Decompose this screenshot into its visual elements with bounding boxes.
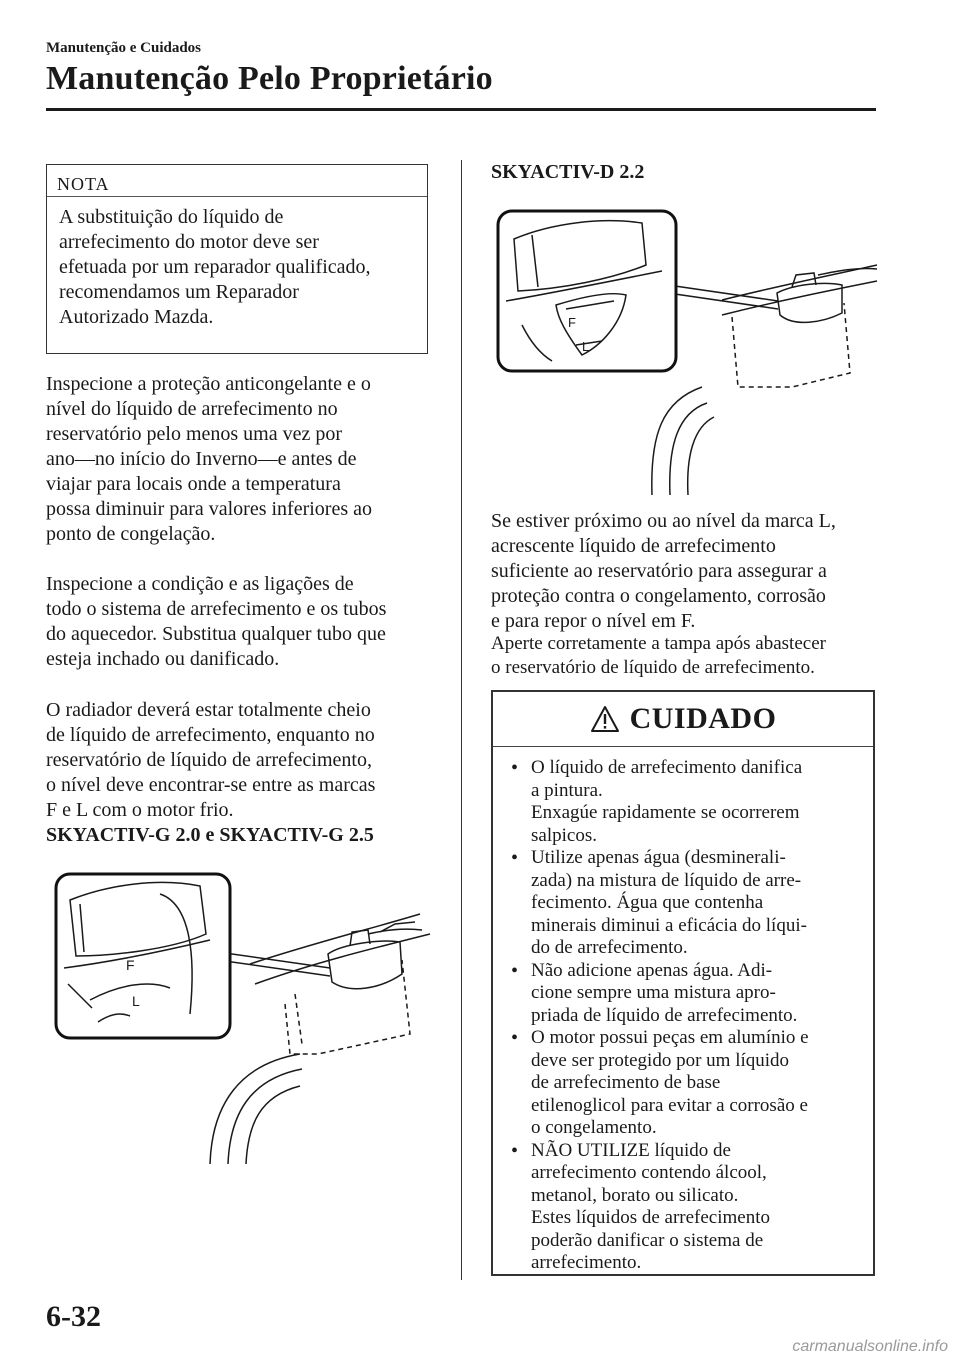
paragraph-inspect-hoses: [46, 572, 442, 672]
caution-item: • O líquido de arrefecimento danifica a pintura. Enxagúe rapidamente se ocorrerem salpicos.: [505, 757, 861, 847]
level-mark-l: L: [132, 993, 140, 1009]
text-line: suficiente ao reservatório para assegurar a: [491, 560, 827, 582]
text-line: reservatório de líquido de arrefecimento,: [46, 749, 372, 771]
column-divider: [461, 160, 462, 1280]
note-line: arrefecimento do motor deve ser: [59, 231, 319, 253]
caution-title: CUIDADO: [629, 702, 777, 735]
note-line: efetuada por um reparador qualificado,: [59, 256, 371, 278]
text-line: Inspecione a proteção anticongelante e o: [46, 373, 371, 395]
heading-skyactiv-d: SKYACTIV-D 2.2: [491, 161, 645, 183]
paragraph-inspect-antifreeze: [46, 372, 442, 547]
text-line: o reservatório de líquido de arrefecimento.: [491, 657, 815, 678]
text-line: do aquecedor. Substitua qualquer tubo que: [46, 623, 386, 645]
text-line: acrescente líquido de arrefecimento: [491, 535, 776, 557]
caution-item: • Não adicione apenas água. Adi- cione sempre uma mistura apro- priada de líquido de arrefecimento.: [505, 960, 861, 1028]
text-line: viajar para locais onde a temperatura: [46, 473, 341, 495]
text-line: possa diminuir para valores inferiores ao: [46, 498, 373, 520]
text-line: Aperte corretamente a tampa após abastecer: [491, 633, 826, 654]
caution-item: • NÃO UTILIZE líquido de arrefecimento contendo álcool, metanol, borato ou silicato. Estes líquidos de arrefecimento poderão danificar o sistema de arrefecimento.: [505, 1140, 861, 1275]
page-title: Manutenção Pelo Proprietário: [46, 60, 493, 97]
note-body: [47, 197, 427, 330]
caution-box: [491, 690, 875, 1276]
text-line: nível do líquido de arrefecimento no: [46, 398, 338, 420]
section-label: Manutenção e Cuidados: [46, 40, 202, 56]
coolant-reservoir-illustration-d: [492, 205, 882, 495]
page-number: 6-32: [46, 1300, 101, 1333]
heading-skyactiv-g: SKYACTIV-G 2.0 e SKYACTIV-G 2.5: [46, 824, 374, 846]
text-line: proteção contra o congelamento, corrosão: [491, 585, 826, 607]
note-line: recomendamos um Reparador: [59, 281, 299, 303]
paragraph-add-coolant: [491, 509, 887, 634]
text-line: ponto de congelação.: [46, 523, 216, 545]
paragraph-tighten-cap: [491, 632, 887, 680]
note-title: NOTA: [47, 165, 427, 197]
level-mark-f: F: [568, 315, 576, 330]
level-mark-l: L: [582, 339, 590, 354]
paragraph-radiador: [46, 698, 442, 823]
watermark: carmanualsonline.info: [792, 1338, 948, 1355]
text-line: O radiador deverá estar totalmente cheio: [46, 699, 371, 721]
text-line: F e L com o motor frio.: [46, 799, 234, 821]
coolant-reservoir-illustration-g: [50, 864, 450, 1164]
text-line: ano—no início do Inverno—e antes de: [46, 448, 357, 470]
note-line: Autorizado Mazda.: [59, 306, 214, 328]
caution-item: • Utilize apenas água (desminerali- zada) na mistura de líquido de arre- fecimento. Água que contenha minerais diminui a eficácia do líqui- do de arrefecimento.: [505, 847, 861, 960]
caution-item: • O motor possui peças em alumínio e deve ser protegido por um líquido de arrefecimento de base etilenoglicol para evitar a corrosão e o congelamento.: [505, 1027, 861, 1140]
text-line: Se estiver próximo ou ao nível da marca L,: [491, 510, 836, 532]
text-line: esteja inchado ou danificado.: [46, 648, 280, 670]
text-line: e para repor o nível em F.: [491, 610, 696, 632]
caution-header: [493, 692, 873, 747]
caution-list: [493, 747, 873, 1275]
level-mark-f: F: [126, 957, 135, 973]
text-line: o nível deve encontrar-se entre as marcas: [46, 774, 376, 796]
text-line: todo o sistema de arrefecimento e os tubos: [46, 598, 387, 620]
text-line: Inspecione a condição e as ligações de: [46, 573, 354, 595]
text-line: reservatório pelo menos uma vez por: [46, 423, 343, 445]
title-rule: [46, 108, 876, 111]
note-line: A substituição do líquido de: [59, 206, 284, 228]
text-line: de líquido de arrefecimento, enquanto no: [46, 724, 375, 746]
warning-triangle-icon: [590, 705, 620, 733]
note-box: [46, 164, 428, 354]
